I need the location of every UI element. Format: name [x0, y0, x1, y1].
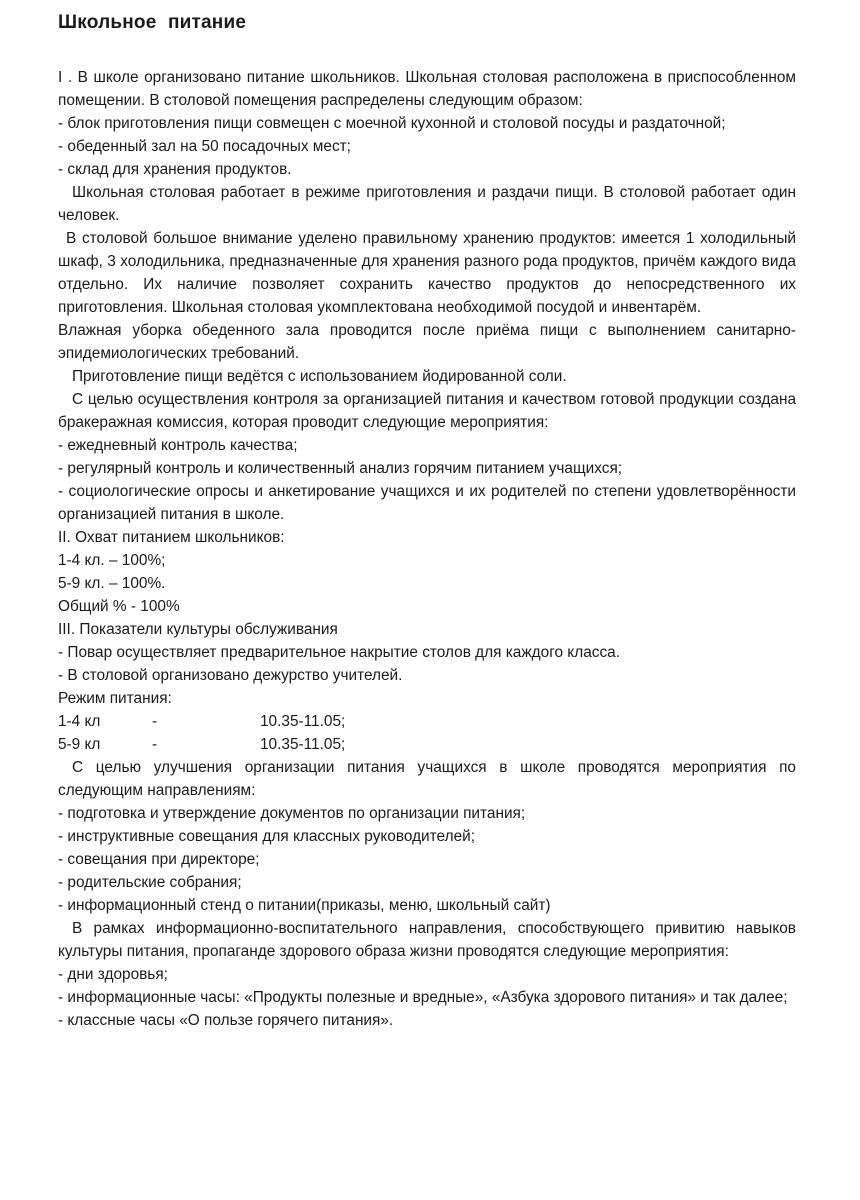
schedule-dash: - — [152, 736, 158, 753]
list-item: - дни здоровья; — [58, 966, 168, 983]
section-2-heading: II. Охват питанием школьников: — [58, 529, 285, 546]
list-item: - блок приготовления пищи совмещен с моечной кухонной и столовой посуды и раздаточной; — [58, 115, 726, 132]
list-item: - Повар осуществляет предварительное накрытие столов для каждого класса. — [58, 644, 620, 661]
list-item: - совещания при директоре; — [58, 851, 260, 868]
schedule-time: 10.35-11.05; — [260, 713, 346, 730]
list-item: - информационный стенд о питании(приказы, меню, школьный сайт) — [58, 897, 551, 914]
list-item: - регулярный контроль и количественный анализ горячим питанием учащихся; — [58, 460, 623, 477]
list-item: - обеденный зал на 50 посадочных мест; — [58, 138, 351, 155]
paragraph: В столовой большое внимание уделено правильному хранению продуктов: имеется 1 холодильный шкаф, 3 холодильника, предназначенные для хранения разного рода продуктов, причём каждого вида отдельно. Их наличие позволяет сохранить качество продуктов до непосредственного их приготовления. Школьная столовая укомплектована необходимой посудой и инвентарём. — [58, 230, 796, 316]
coverage-line: Общий % - 100% — [58, 598, 180, 615]
paragraph: Влажная уборка обеденного зала проводится после приёма пищи с выполнением санитарно-эпидемиологических требований. — [58, 322, 796, 362]
meal-schedule-heading: Режим питания: — [58, 690, 172, 707]
schedule-row — [58, 710, 796, 733]
schedule-grade: 5-9 кл — [58, 736, 101, 753]
schedule-grade: 1-4 кл — [58, 713, 101, 730]
coverage-line: 1-4 кл. – 100%; — [58, 552, 166, 569]
document-title: Школьное питание — [58, 12, 247, 33]
list-item: - информационные часы: «Продукты полезные и вредные», «Азбука здорового питания» и так далее; — [58, 989, 788, 1006]
list-item: - социологические опросы и анкетирование учащихся и их родителей по степени удовлетворённости организацией питания в школе. — [58, 483, 796, 523]
paragraph: С целью улучшения организации питания учащихся в школе проводятся мероприятия по следующим направлениям: — [58, 759, 796, 799]
list-item: - склад для хранения продуктов. — [58, 161, 292, 178]
list-item: - инструктивные совещания для классных руководителей; — [58, 828, 475, 845]
section-3-heading: III. Показатели культуры обслуживания — [58, 621, 338, 638]
list-item: - В столовой организовано дежурство учителей. — [58, 667, 403, 684]
document-body — [58, 66, 796, 1032]
coverage-line: 5-9 кл. – 100%. — [58, 575, 166, 592]
list-item: - ежедневный контроль качества; — [58, 437, 298, 454]
schedule-row — [58, 733, 796, 756]
schedule-dash: - — [152, 713, 158, 730]
paragraph: В рамках информационно-воспитательного направления, способствующего привитию навыков культуры питания, пропаганде здорового образа жизни проводятся следующие мероприятия: — [58, 920, 796, 960]
schedule-time: 10.35-11.05; — [260, 736, 346, 753]
paragraph: Приготовление пищи ведётся с использованием йодированной соли. — [72, 368, 567, 385]
list-item: - классные часы «О пользе горячего питания». — [58, 1012, 394, 1029]
section-1-intro: I . В школе организовано питание школьников. Школьная столовая расположена в приспособленном помещении. В столовой помещения распределены следующим образом: — [58, 69, 796, 109]
paragraph: С целью осуществления контроля за организацией питания и качеством готовой продукции создана бракеражная комиссия, которая проводит следующие мероприятия: — [58, 391, 796, 431]
list-item: - подготовка и утверждение документов по организации питания; — [58, 805, 526, 822]
list-item: - родительские собрания; — [58, 874, 242, 891]
paragraph: Школьная столовая работает в режиме приготовления и раздачи пищи. В столовой работает один человек. — [58, 184, 796, 224]
